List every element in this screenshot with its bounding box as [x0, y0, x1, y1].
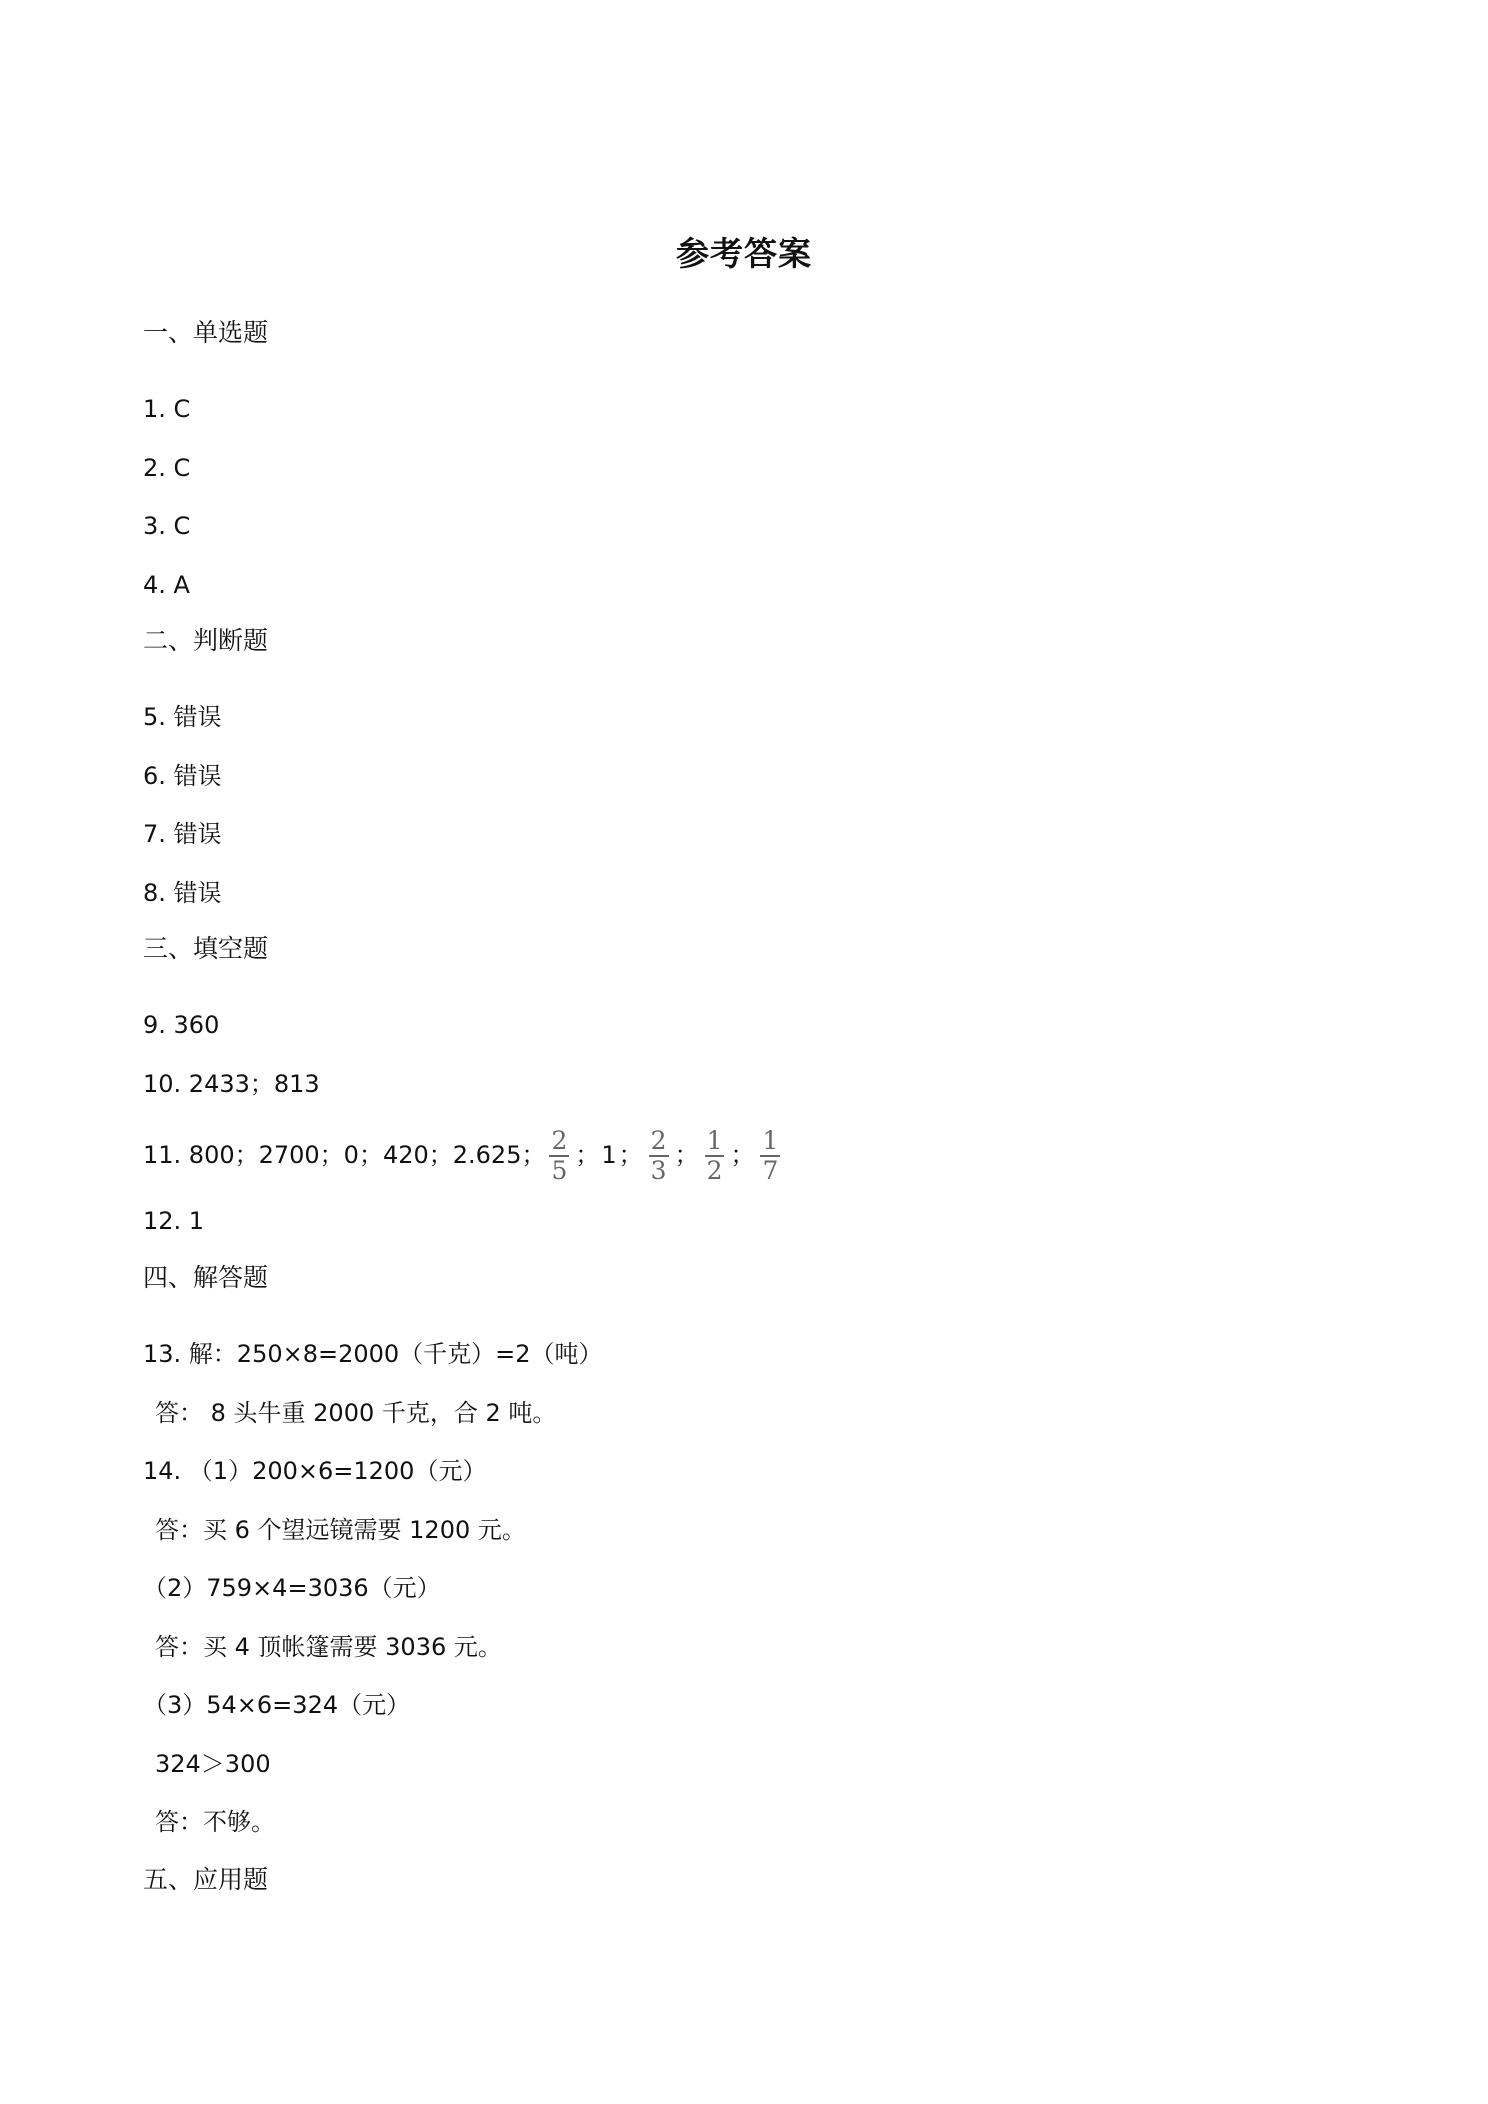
answer-9: 9. 360 — [143, 1011, 220, 1039]
answer-14-part-2: （2）759×4=3036（元） — [143, 1574, 441, 1602]
answer-7: 7. 错误 — [143, 820, 222, 848]
separator: ； — [674, 1141, 699, 1169]
answer-14-conclusion-3: 答：不够。 — [155, 1808, 275, 1836]
answer-11 — [143, 1127, 784, 1183]
fraction-denominator: 3 — [650, 1156, 667, 1185]
answer-11-prefix: 11. 800；2700；0；420；2.625； — [143, 1141, 546, 1169]
separator: ； — [618, 1141, 643, 1169]
page-title: 参考答案 — [676, 234, 812, 273]
fraction-2-3 — [649, 1126, 669, 1185]
answer-14-conclusion-2: 答：买 4 顶帐篷需要 3036 元。 — [155, 1633, 502, 1661]
answer-3: 3. C — [143, 512, 191, 540]
fraction-denominator: 2 — [706, 1156, 723, 1185]
section-heading-application: 五、应用题 — [143, 1865, 269, 1894]
fraction-denominator: 5 — [551, 1156, 568, 1185]
answer-2: 2. C — [143, 454, 191, 482]
fraction-2-5 — [549, 1126, 569, 1185]
answer-13-conclusion: 答： 8 头牛重 2000 千克，合 2 吨。 — [155, 1399, 557, 1427]
fraction-1-7 — [760, 1126, 780, 1185]
section-heading-single-choice: 一、单选题 — [143, 318, 269, 347]
section-heading-true-false: 二、判断题 — [143, 626, 269, 655]
answer-13: 13. 解：250×8=2000（千克）=2（吨） — [143, 1340, 603, 1368]
section-heading-fill-blank: 三、填空题 — [143, 934, 269, 963]
answer-14-part-1: 14. （1）200×6=1200（元） — [143, 1457, 487, 1485]
fraction-denominator: 7 — [762, 1156, 779, 1185]
answer-4: 4. A — [143, 571, 190, 599]
answer-5: 5. 错误 — [143, 703, 222, 731]
answer-6: 6. 错误 — [143, 762, 222, 790]
separator: ； — [575, 1141, 600, 1169]
answer-14-part-3: （3）54×6=324（元） — [143, 1691, 411, 1719]
answer-1: 1. C — [143, 395, 191, 423]
fraction-numerator: 2 — [650, 1126, 667, 1155]
fraction-numerator: 2 — [551, 1126, 568, 1155]
separator: ； — [730, 1141, 755, 1169]
answer-10: 10. 2433；813 — [143, 1070, 320, 1098]
answer-12: 12. 1 — [143, 1207, 205, 1235]
section-heading-solve: 四、解答题 — [143, 1263, 269, 1292]
answer-14-comparison: 324＞300 — [155, 1750, 271, 1778]
fraction-1-2 — [705, 1126, 725, 1185]
answer-11-one: 1 — [601, 1141, 617, 1169]
fraction-numerator: 1 — [706, 1126, 723, 1155]
answer-8: 8. 错误 — [143, 879, 222, 907]
answer-14-conclusion-1: 答：买 6 个望远镜需要 1200 元。 — [155, 1516, 526, 1544]
fraction-numerator: 1 — [762, 1126, 779, 1155]
